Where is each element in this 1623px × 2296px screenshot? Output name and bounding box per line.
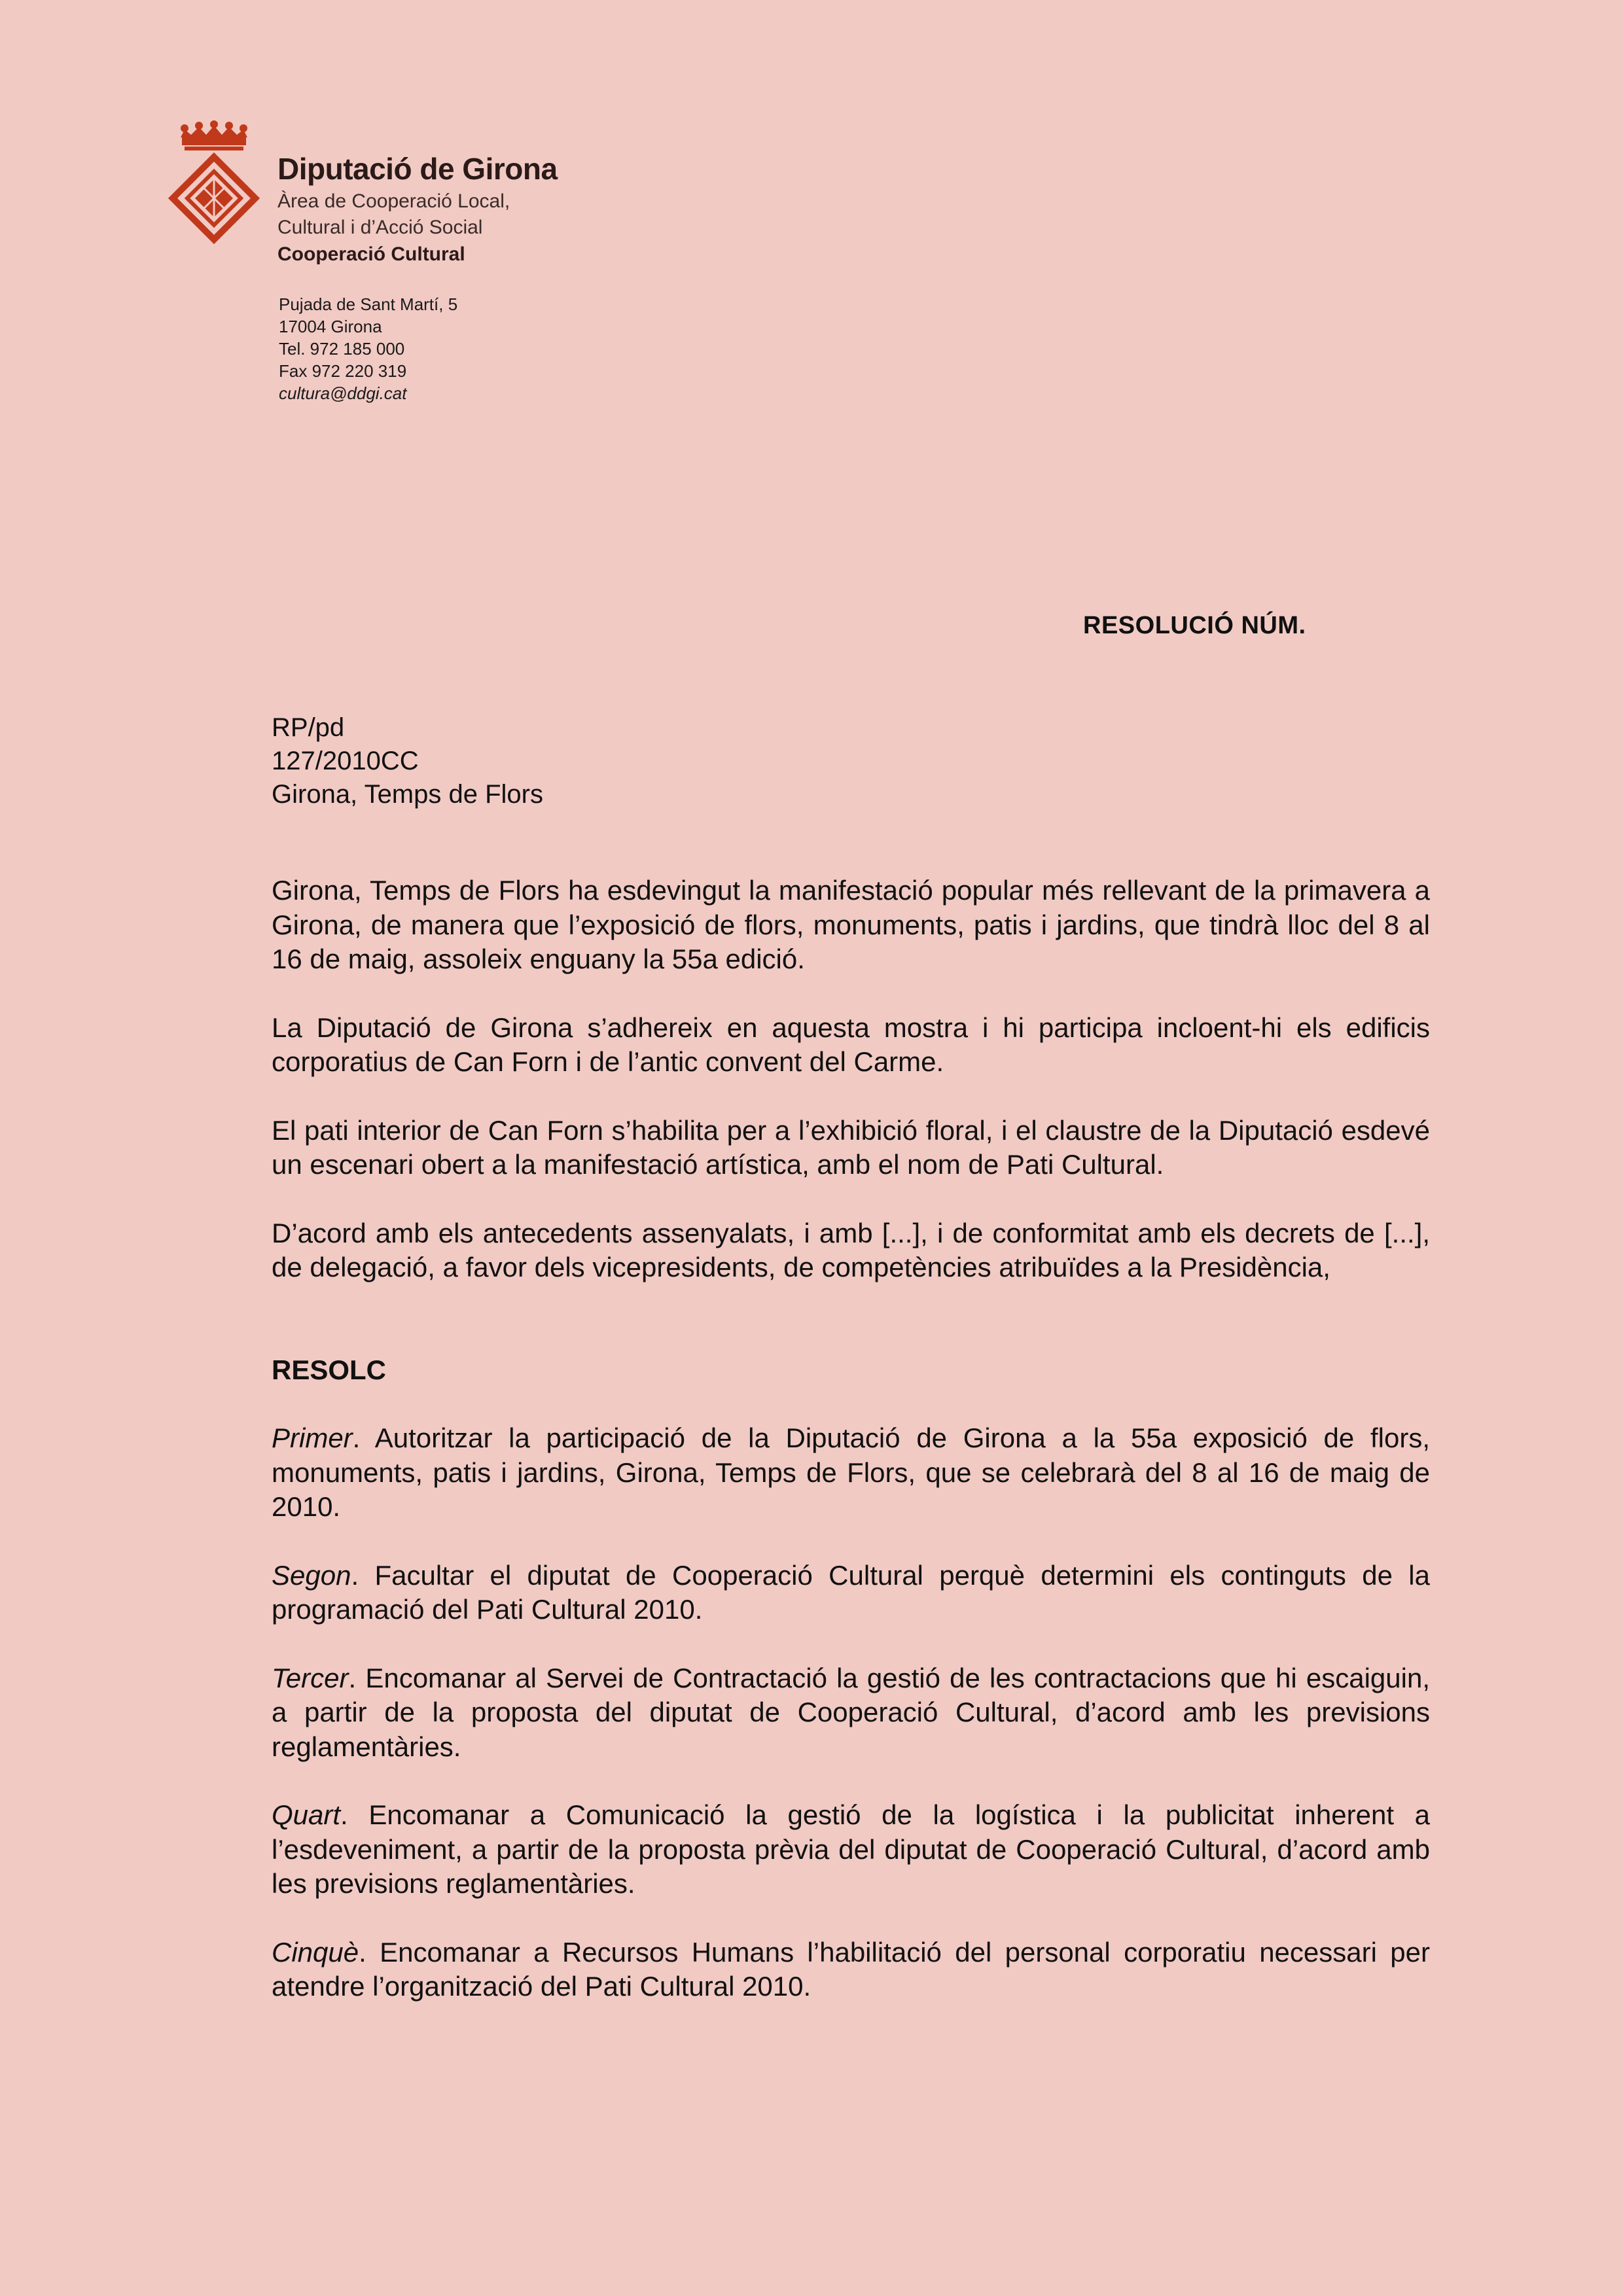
org-name: Diputació de Girona [277,152,558,186]
reference-initials: RP/pd [272,713,345,742]
resolution-label: Primer [272,1422,353,1453]
address: Pujada de Sant Martí, 5 [279,294,458,314]
resolution-text: . Encomanar al Servei de Contractació la gestió de les contractacions que hi escaiguin, a partir de la proposta del diputat de Cooperació Cultural, d’acord amb les previsions reglamentàries. [272,1662,1430,1762]
fax: Fax 972 220 319 [279,361,407,381]
postal-code: 17004 Girona [279,317,382,336]
resolution-label: Tercer [272,1662,349,1693]
paragraph: Girona, Temps de Flors ha esdevingut la manifestació popular més rellevant de la primavera a Girona, de manera que l’exposició de flors, monuments, patis i jardins, que tindrà lloc del 8 al 16 de maig, assoleix enguany la 55a edició. [272,875,1430,974]
resolution-text: . Facultar el diputat de Cooperació Cultural perquè determini els continguts de la programació del Pati Cultural 2010. [272,1559,1430,1625]
email-link[interactable]: cultura@ddgi.cat [279,383,407,403]
resolution-text: . Autoritzar la participació de la Diputació de Girona a la 55a exposició de flors, monuments, patis i jardins, Girona, Temps de Flors, que se celebrarà del 8 al 16 de maig de 2010. [272,1422,1430,1522]
resolution-title: RESOLUCIÓ NÚM. [1083,612,1306,639]
resolution-item-third [272,1661,1430,1765]
resolution-item-first [272,1421,1430,1525]
resolution-item-fourth [272,1798,1430,1901]
coat-of-arms-icon [165,119,263,247]
letterhead [277,149,736,268]
resolution-text: . Encomanar a Recursos Humans l’habilitació del personal corporatiu necessari per atendre l’organització del Pati Cultural 2010. [272,1936,1430,2002]
resolution-item-second [272,1559,1430,1627]
paragraph: El pati interior de Can Forn s’habilita per a l’exhibició floral, i el claustre de la Diputació esdevé un escenari obert a la manifestació artística, amb el nom de Pati Cultural. [272,1114,1430,1180]
resolution-label: Cinquè [272,1936,359,1968]
resolution-label: Segon [272,1559,351,1591]
resolc-heading: RESOLC [272,1354,387,1385]
document-body [272,874,1430,2038]
contact-info [279,293,671,404]
telephone: Tel. 972 185 000 [279,339,405,359]
area-line-2: Cultural i d’Acció Social [277,217,483,238]
resolution-text: . Encomanar a Comunicació la gestió de la logística i la publicitat inherent a l’esdeveniment, a partir de la proposta prèvia del diputat de Cooperació Cultural, d’acord amb les previsions reglamentàries. [272,1799,1430,1899]
resolution-label: Quart [272,1799,341,1830]
resolution-item-fifth [272,1935,1430,2004]
reference-block [272,711,543,811]
department-name: Cooperació Cultural [277,243,465,265]
area-line-1: Àrea de Cooperació Local, [277,190,510,212]
reference-subject: Girona, Temps de Flors [272,780,543,809]
paragraph: D’acord amb els antecedents assenyalats, i amb [...], i de conformitat amb els decrets de [...], de delegació, a favor dels vicepresidents, de competències atribuïdes a la Presidència, [272,1217,1430,1282]
paragraph: La Diputació de Girona s’adhereix en aquesta mostra i hi participa incloent-hi els edificis corporatius de Can Forn i de l’antic convent del Carme. [272,1012,1430,1077]
reference-file-number: 127/2010CC [272,747,419,775]
